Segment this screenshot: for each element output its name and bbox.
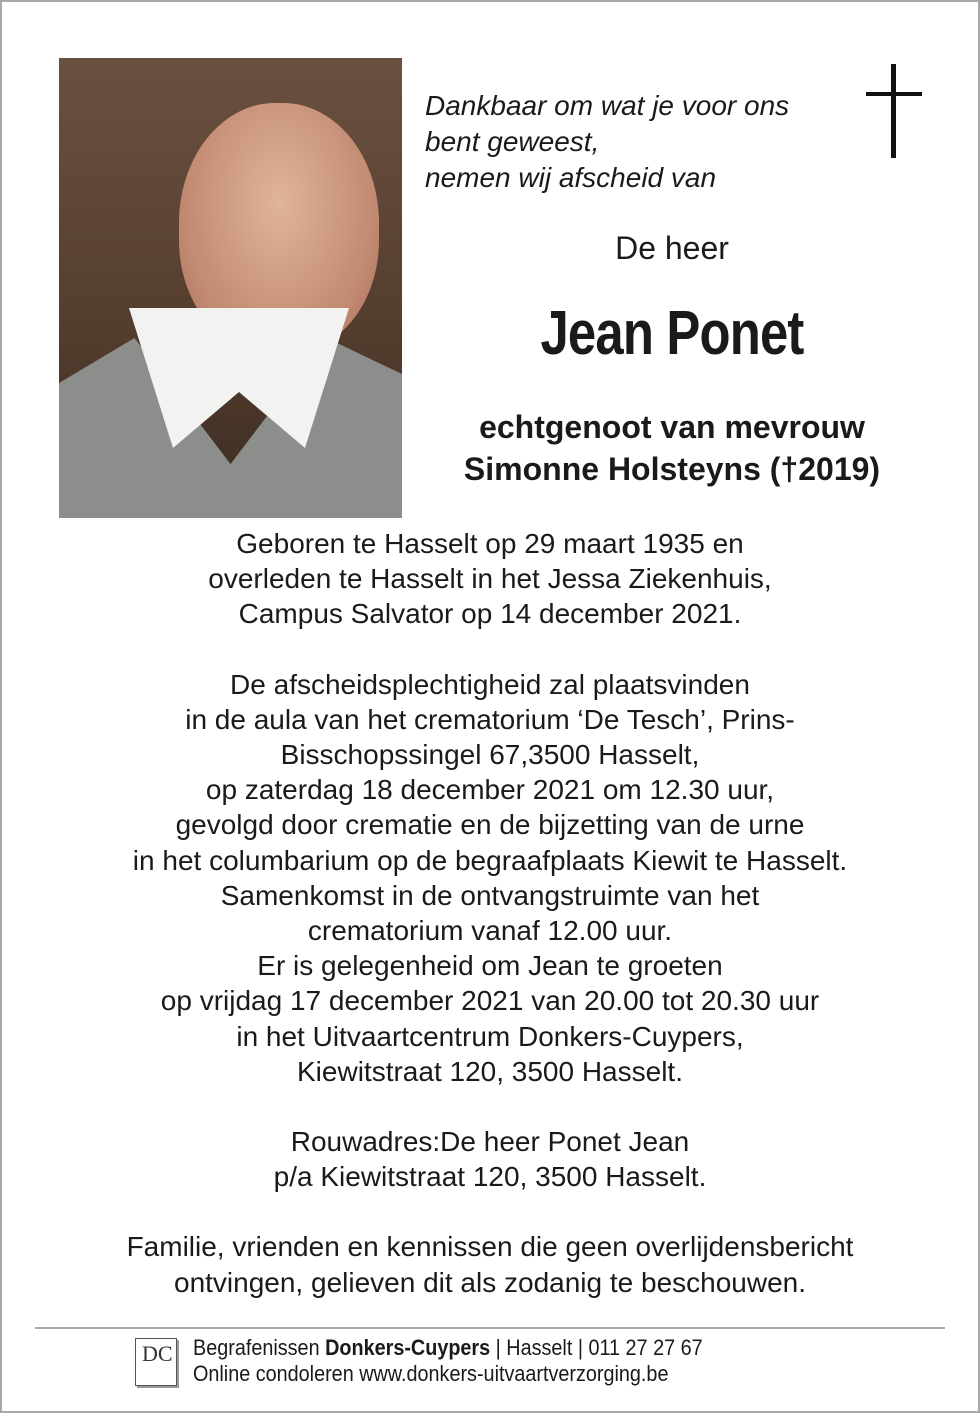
text-line: De afscheidsplechtigheid zal plaatsvinden bbox=[230, 668, 750, 700]
text-line: Kiewitstraat 120, 3500 Hasselt. bbox=[297, 1055, 683, 1087]
salutation: De heer bbox=[615, 230, 729, 266]
spouse-line: echtgenoot van mevrouw bbox=[479, 409, 865, 445]
portrait-photo bbox=[59, 58, 402, 518]
text-line: Rouwadres:De heer Ponet Jean bbox=[290, 1126, 690, 1158]
text-line: op zaterdag 18 december 2021 om 12.30 uur, bbox=[205, 774, 775, 806]
intro-line: nemen wij afscheid van bbox=[425, 162, 717, 193]
intro-line: Dankbaar om wat je voor ons bbox=[425, 90, 790, 121]
text-line: gevolgd door crematie en de bijzetting van de urne bbox=[175, 809, 805, 841]
text-line: Samenkomst in de ontvangstruimte van het bbox=[220, 879, 760, 911]
paragraph bbox=[0, 1229, 980, 1299]
text-line: Er is gelegenheid om Jean te groeten bbox=[257, 950, 723, 982]
text-line: Familie, vrienden en kennissen die geen overlijdensbericht bbox=[126, 1231, 854, 1263]
footer-company: Donkers-Cuypers bbox=[325, 1335, 491, 1360]
text-line: crematorium vanaf 12.00 uur. bbox=[307, 915, 673, 947]
intro-line: bent geweest, bbox=[425, 126, 600, 157]
paragraph bbox=[0, 526, 980, 632]
text-line: op vrijdag 17 december 2021 van 20.00 tot 20.30 uur bbox=[160, 985, 820, 1017]
cross-icon bbox=[866, 64, 922, 158]
text-line: overleden te Hasselt in het Jessa Ziekenhuis, bbox=[208, 563, 772, 595]
text-line: Bisschopssingel 67,3500 Hasselt, bbox=[280, 739, 700, 771]
spouse-line: Simonne Holsteyns (†2019) bbox=[463, 451, 881, 487]
footer-website[interactable]: Online condoleren www.donkers-uitvaartverzorging.be bbox=[193, 1361, 669, 1386]
text-line: in het Uitvaartcentrum Donkers-Cuypers, bbox=[236, 1020, 744, 1052]
text-line: in het columbarium op de begraafplaats Kiewit te Hasselt. bbox=[132, 844, 848, 876]
text-line: Geboren te Hasselt op 29 maart 1935 en bbox=[236, 528, 744, 559]
spouse-info bbox=[420, 406, 924, 490]
text-line: p/a Kiewitstraat 120, 3500 Hasselt. bbox=[273, 1161, 707, 1193]
obituary-body bbox=[0, 526, 980, 1335]
text-line: Campus Salvator op 14 december 2021. bbox=[238, 598, 742, 630]
deceased-name: Jean Ponet bbox=[540, 299, 804, 368]
text-line: ontvingen, gelieven dit als zodanig te beschouwen. bbox=[174, 1266, 806, 1298]
divider bbox=[35, 1327, 945, 1329]
footer-prefix: Begrafenissen bbox=[193, 1335, 320, 1360]
funeral-home-logo: DC bbox=[135, 1338, 177, 1386]
footer bbox=[193, 1335, 703, 1387]
paragraph bbox=[0, 1124, 980, 1194]
text-line: in de aula van het crematorium ‘De Tesch’, Prins- bbox=[185, 703, 795, 735]
paragraph bbox=[0, 667, 980, 1089]
intro-text bbox=[425, 88, 789, 196]
footer-contact: | Hasselt | 011 27 27 67 bbox=[495, 1335, 703, 1360]
